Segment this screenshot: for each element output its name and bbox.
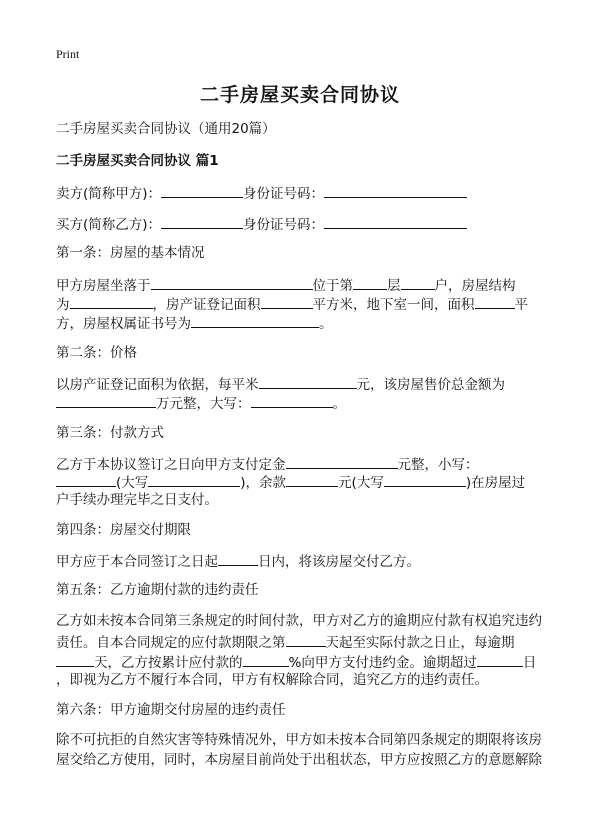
clause3-title: 第三条：付款方式 — [56, 425, 164, 441]
clause3-line1: 乙方于本协议签订之日向甲方支付定金 元整，小写： — [56, 457, 479, 473]
clause3-line2: (大写 )，余款 元(大写 )在房屋过 — [56, 473, 525, 491]
clause2-title: 第二条：价格 — [56, 345, 137, 361]
buyer-line: 买方(简称乙方)： 身份证号码： — [56, 215, 467, 233]
clause4-line1: 甲方应于本合同签订之日起 日内，将该房屋交付乙方。 — [56, 554, 420, 570]
print-link[interactable]: Print — [56, 47, 80, 61]
seller-line: 卖方(简称甲方)： 身份证号码： — [56, 184, 467, 202]
clause5-title: 第五条：乙方逾期付款的违约责任 — [56, 582, 259, 598]
clause4-title: 第四条：房屋交付期限 — [56, 522, 191, 538]
clause6-title: 第六条：甲方逾期交付房屋的违约责任 — [56, 702, 286, 718]
clause5-line3: 天，乙方按累计应付款的 %向甲方支付违约金。逾期超过 日 — [56, 653, 536, 671]
clause2-line1: 以房产证登记面积为依据，每平米 元，该房屋售价总金额为 — [56, 377, 505, 393]
document-title: 二手房屋买卖合同协议 — [199, 84, 400, 106]
clause6-line1: 除不可抗拒的自然灾害等特殊情况外，甲方如未按本合同第四条规定的期限将该房 — [56, 732, 542, 748]
clause5-line1: 乙方如未按本合同第三条规定的时间付款，甲方对乙方的逾期应付款有权追究违约 — [56, 613, 542, 629]
document-subtitle: 二手房屋买卖合同协议（通用20篇） — [56, 121, 276, 137]
clause1-line1: 甲方房屋坐落于 位于第 层 户，房屋结构 — [56, 278, 516, 294]
clause1-line2: 为 ，房产证登记面积 平方米，地下室一间，面积 平 — [56, 297, 528, 313]
section-heading: 二手房屋买卖合同协议 篇1 — [56, 153, 219, 169]
clause6-line2: 屋交给乙方使用，同时，本房屋目前尚处于出租状态，甲方应按照乙方的意愿解除 — [56, 752, 542, 768]
clause2-line2: 万元整，大写： 。 — [56, 394, 346, 412]
clause3-line3: 户手续办理完毕之日支付。 — [56, 492, 218, 508]
clause5-line2: 责任。自本合同规定的应付款期限之第 天起至实际付款之日止，每逾期 — [56, 635, 515, 651]
clause1-line3: 方，房屋权属证书号为 。 — [56, 316, 333, 332]
clause5-line4: ，即视为乙方不履行本合同，甲方有权解除合同，追究乙方的违约责任。 — [56, 672, 488, 688]
clause1-title: 第一条：房屋的基本情况 — [56, 245, 205, 261]
